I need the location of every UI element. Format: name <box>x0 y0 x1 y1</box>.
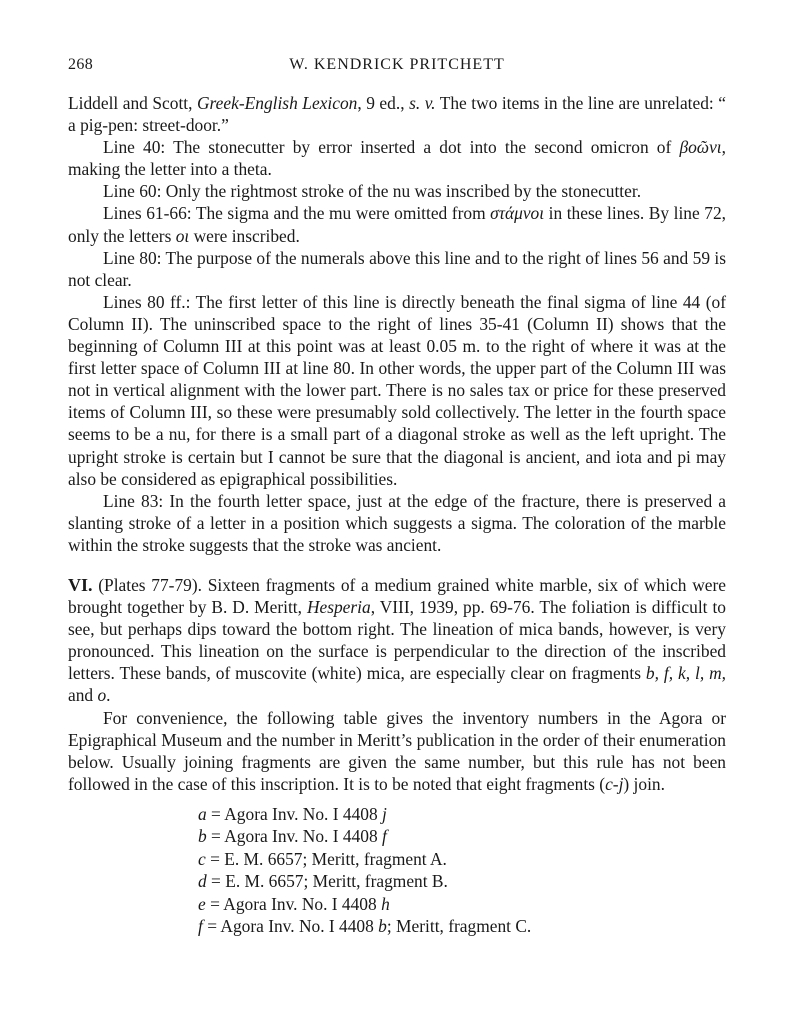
fragment-letter: f <box>198 916 203 937</box>
paragraph: Liddell and Scott, Greek-English Lexicon, 9 ed., s. v. The two items in the line are unrelated: “ a pig-pen: street-door.” <box>68 93 726 136</box>
fragment-letter: b <box>198 826 207 847</box>
article-body <box>68 92 726 938</box>
section-gap <box>68 556 726 574</box>
section-number: VI. <box>68 574 93 595</box>
inventory-suffix: b <box>378 916 387 937</box>
paragraph: Line 40: The stonecutter by error inserted a dot into the second omicron of βοῶνι, making the letter into a theta. <box>68 137 726 180</box>
page-number: 268 <box>68 56 94 73</box>
italic-text: Greek-English Lexicon <box>197 93 358 113</box>
inventory-suffix: j <box>382 803 387 824</box>
italic-text: o <box>97 685 107 706</box>
page <box>68 56 726 938</box>
section-text: (Plates 77-79). Sixteen fragments of a medium grained white marble, six of which were brought together by B. D. Meritt, Hesperia, VIII, 1939, pp. 69-76. The foliation is difficult to see, but perhaps dips toward the bottom right. The lineation of mica bands, however, is very pronounced. This lineation on the surface is perpendicular to the direction of the inscribed letters. These bands, of muscovite (white) mica, are especially clear on fragments b, f, k, l, m, and o. <box>68 574 727 706</box>
intro-paragraph: For convenience, the following table gives the inventory numbers in the Agora or Epigraphical Museum and the number in Meritt’s publication in the order of their enumeration below. Usually joining fragments are given the same number, but this rule has not been followed in the case of this inscription. It is to be noted that eight fragments (c-j) join. <box>68 707 726 794</box>
italic-text: b, f, k, l, m, <box>645 663 727 684</box>
running-title: W. KENDRICK PRITCHETT <box>289 56 505 73</box>
running-header <box>68 56 726 82</box>
section-paragraph <box>68 574 726 707</box>
fragment-entry: e = Agora Inv. No. I 4408 h <box>198 893 390 914</box>
fragment-list <box>198 803 726 938</box>
fragment-entry: f = Agora Inv. No. I 4408 b; Meritt, fragment C. <box>198 916 532 937</box>
inventory-suffix: f <box>382 826 387 847</box>
paragraph: Line 80: The purpose of the numerals above this line and to the right of lines 56 and 59 is not clear. <box>68 247 726 290</box>
italic-text: Hesperia <box>306 597 371 618</box>
fragment-entry: c = E. M. 6657; Meritt, fragment A. <box>198 848 447 869</box>
fragment-entry: b = Agora Inv. No. I 4408 f <box>198 826 387 847</box>
paragraph: Line 60: Only the rightmost stroke of the nu was inscribed by the stonecutter. <box>103 181 642 202</box>
italic-text: στάμνοι <box>490 203 545 224</box>
fragment-entry: a = Agora Inv. No. I 4408 j <box>198 803 387 824</box>
paragraph: Lines 80 ff.: The first letter of this line is directly beneath the final sigma of line 44 (of Column II). The uninscribed space to the right of lines 35-41 (Column II) shows that the beginning of Column III at this point was at least 0.05 m. to the right of where it was at the first letter space of Column III at line 80. In other words, the upper part of the Column III was not in vertical alignment with the lower part. There is no sales tax or price for these preserved items of Column III, so these were presumably sold collectively. The letter in the fourth space seems to be a nu, for there is a small part of a diagonal stroke as well as the left upright. The upright stroke is certain but I cannot be sure that the diagonal is ancient, and iota and pi may also be considered as epigraphical possibilities. <box>68 291 726 489</box>
fragment-letter: c <box>198 848 206 869</box>
inventory-suffix: h <box>381 893 390 914</box>
italic-text: οι <box>175 225 190 246</box>
fragment-letter: d <box>198 871 207 892</box>
paragraph: Lines 61-66: The sigma and the mu were omitted from στάμνοι in these lines. By line 72, only the letters οι were inscribed. <box>68 203 726 246</box>
italic-text: s. v. <box>409 93 436 113</box>
fragment-letter: a <box>198 803 207 824</box>
italic-text: βοῶνι <box>679 137 722 158</box>
paragraph: Line 83: In the fourth letter space, just at the edge of the fracture, there is preserved a slanting stroke of a letter in a position which suggests a sigma. The coloration of the marble within the stroke suggests that the stroke was ancient. <box>68 490 726 555</box>
fragment-letter: e <box>198 893 206 914</box>
fragment-entry: d = E. M. 6657; Meritt, fragment B. <box>198 871 448 892</box>
italic-text: c-j <box>605 773 624 794</box>
